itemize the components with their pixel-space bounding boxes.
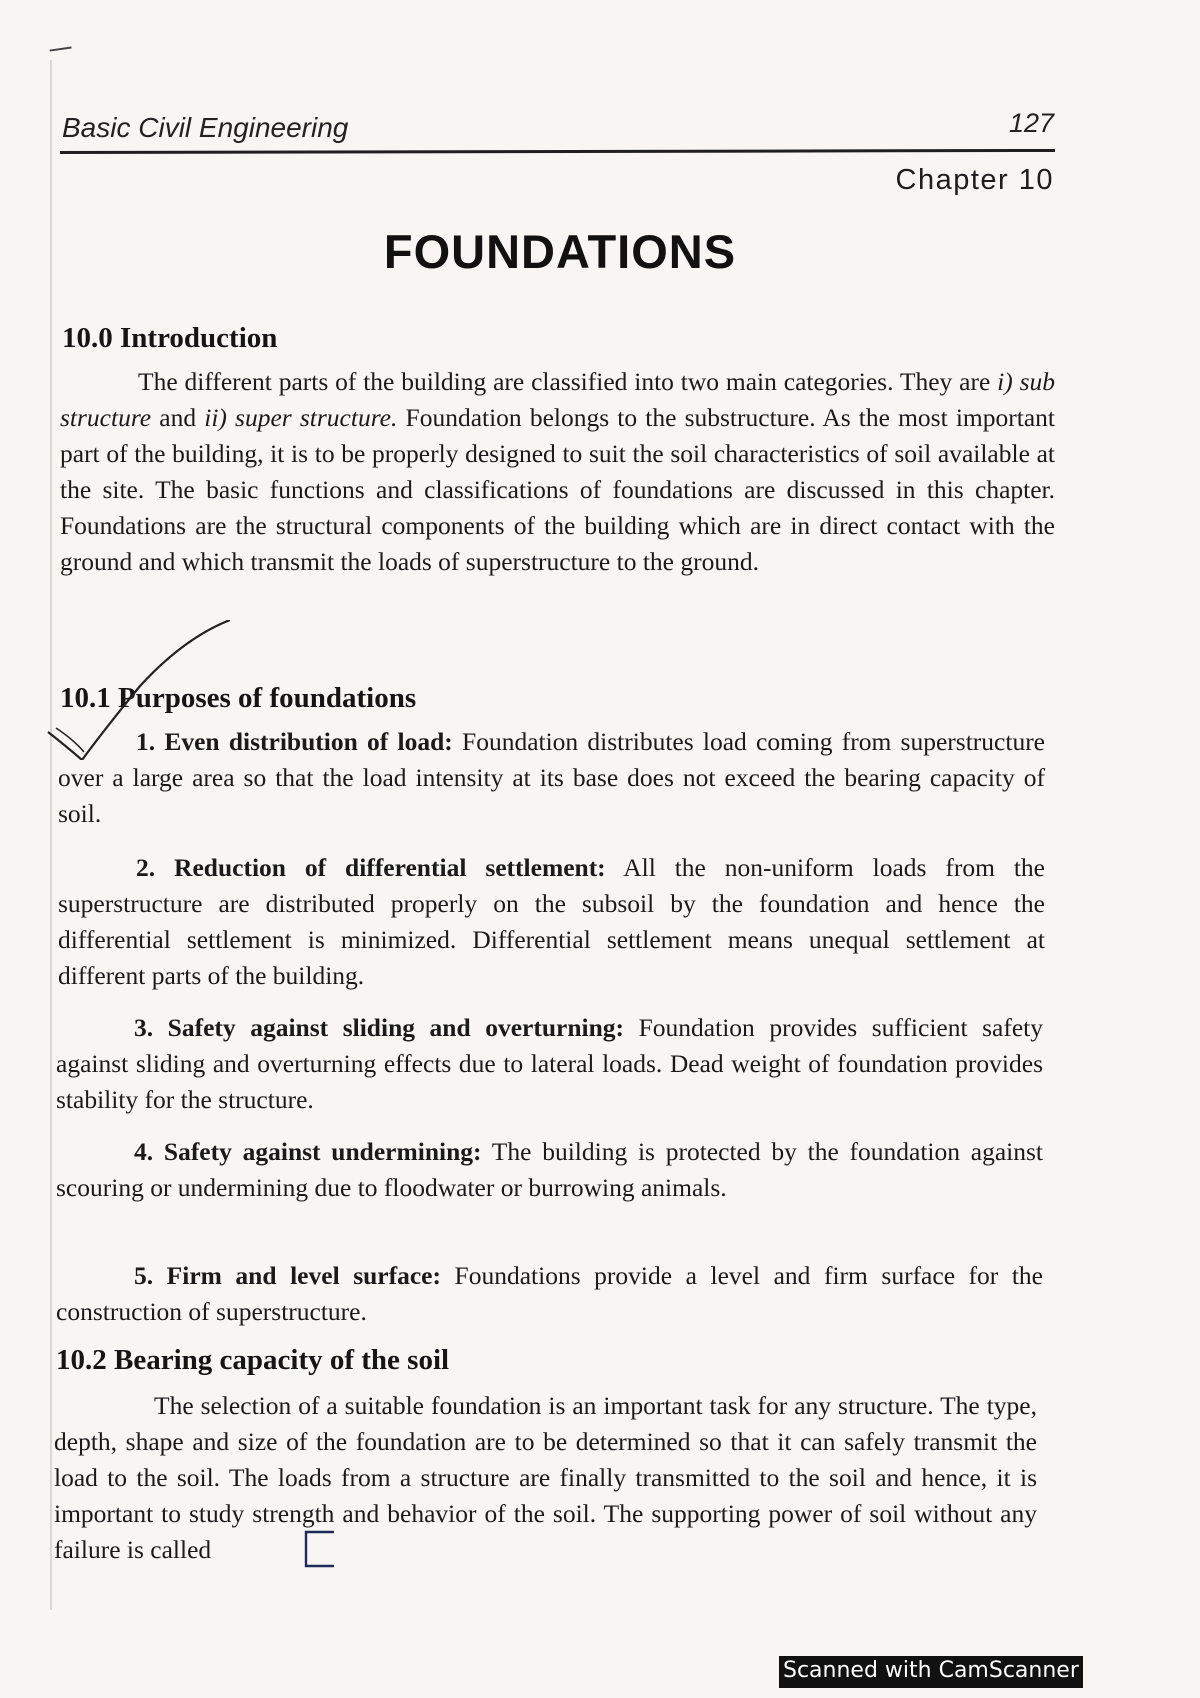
header-rule (60, 149, 1055, 154)
intro-super-structure: ii) super structure. (204, 403, 398, 432)
purpose-text-4: The building is protected by the foundation against scouring or undermining due to floodwater or burrowing animals. (56, 1137, 1043, 1202)
purpose-title-1: 1. Even distribution of load: (136, 727, 453, 756)
chapter-title: FOUNDATIONS (383, 225, 737, 278)
handwritten-check-mark-icon (44, 620, 234, 760)
intro-text-and: and (151, 403, 205, 432)
purpose-item-2 (58, 850, 1045, 994)
intro-sub-structure: i) sub structure (60, 367, 1056, 432)
section-heading-introduction: 10.0 Introduction (62, 322, 278, 354)
purpose-title-5: 5. Firm and level surface: (134, 1261, 441, 1290)
purpose-item-4 (56, 1134, 1043, 1206)
intro-text-start: The different parts of the building are classified into two main categories. They are (138, 367, 998, 396)
section-heading-purposes: 10.1 Purposes of foundations (60, 682, 417, 714)
camscanner-watermark: Scanned with CamScanner (779, 1656, 1083, 1688)
purpose-title-2: 2. Reduction of differential settlement: (136, 853, 606, 882)
purpose-text-5: Foundations provide a level and firm surface for the construction of superstructure. (56, 1261, 1043, 1326)
bearing-paragraph (54, 1388, 1037, 1568)
corner-mark (50, 47, 73, 58)
purpose-title-4: 4. Safety against undermining: (134, 1137, 482, 1166)
intro-paragraph (60, 364, 1055, 580)
purpose-item-3 (56, 1010, 1043, 1118)
page-edge-line (50, 60, 52, 1610)
purpose-item-5 (56, 1258, 1043, 1330)
purpose-title-3: 3. Safety against sliding and overturning: (134, 1013, 625, 1042)
handwritten-bracket-mark-icon (300, 1526, 340, 1572)
section-heading-bearing-capacity: 10.2 Bearing capacity of the soil (56, 1344, 450, 1376)
page-number: 127 (1008, 108, 1054, 138)
bearing-text: The selection of a suitable foundation is an important task for any structure. The type, depth, shape and size of the foundation are to be determined so that it can safely transmit the load to the soil. The loads from a structure are finally transmitted to the soil and hence, it is important to study strength and behavior of the soil. The supporting power of soil without any failure is called (54, 1391, 1037, 1564)
book-title: Basic Civil Engineering (62, 112, 349, 143)
intro-text-rest: Foundation belongs to the substructure. As the most important part of the building, it is to be properly designed to suit the soil characteristics of soil available at the site. The basic functions and classifications of foundations are discussed in this chapter. Foundations are the structural components of the building which are in direct contact with the ground and which transmit the loads of superstructure to the ground. (60, 403, 1055, 576)
purpose-text-3: Foundation provides sufficient safety against sliding and overturning effects due to lateral loads. Dead weight of foundation provides stability for the structure. (56, 1013, 1044, 1114)
purpose-text-2: All the non-uniform loads from the superstructure are distributed properly on the subsoil by the foundation and hence the differential settlement is minimized. Differential settlement means unequal settlement at different parts of the building. (58, 853, 1046, 990)
chapter-label: Chapter 10 (895, 164, 1054, 196)
purpose-text-1: Foundation distributes load coming from superstructure over a large area so that the load intensity at its base does not exceed the bearing capacity of soil. (58, 727, 1045, 828)
